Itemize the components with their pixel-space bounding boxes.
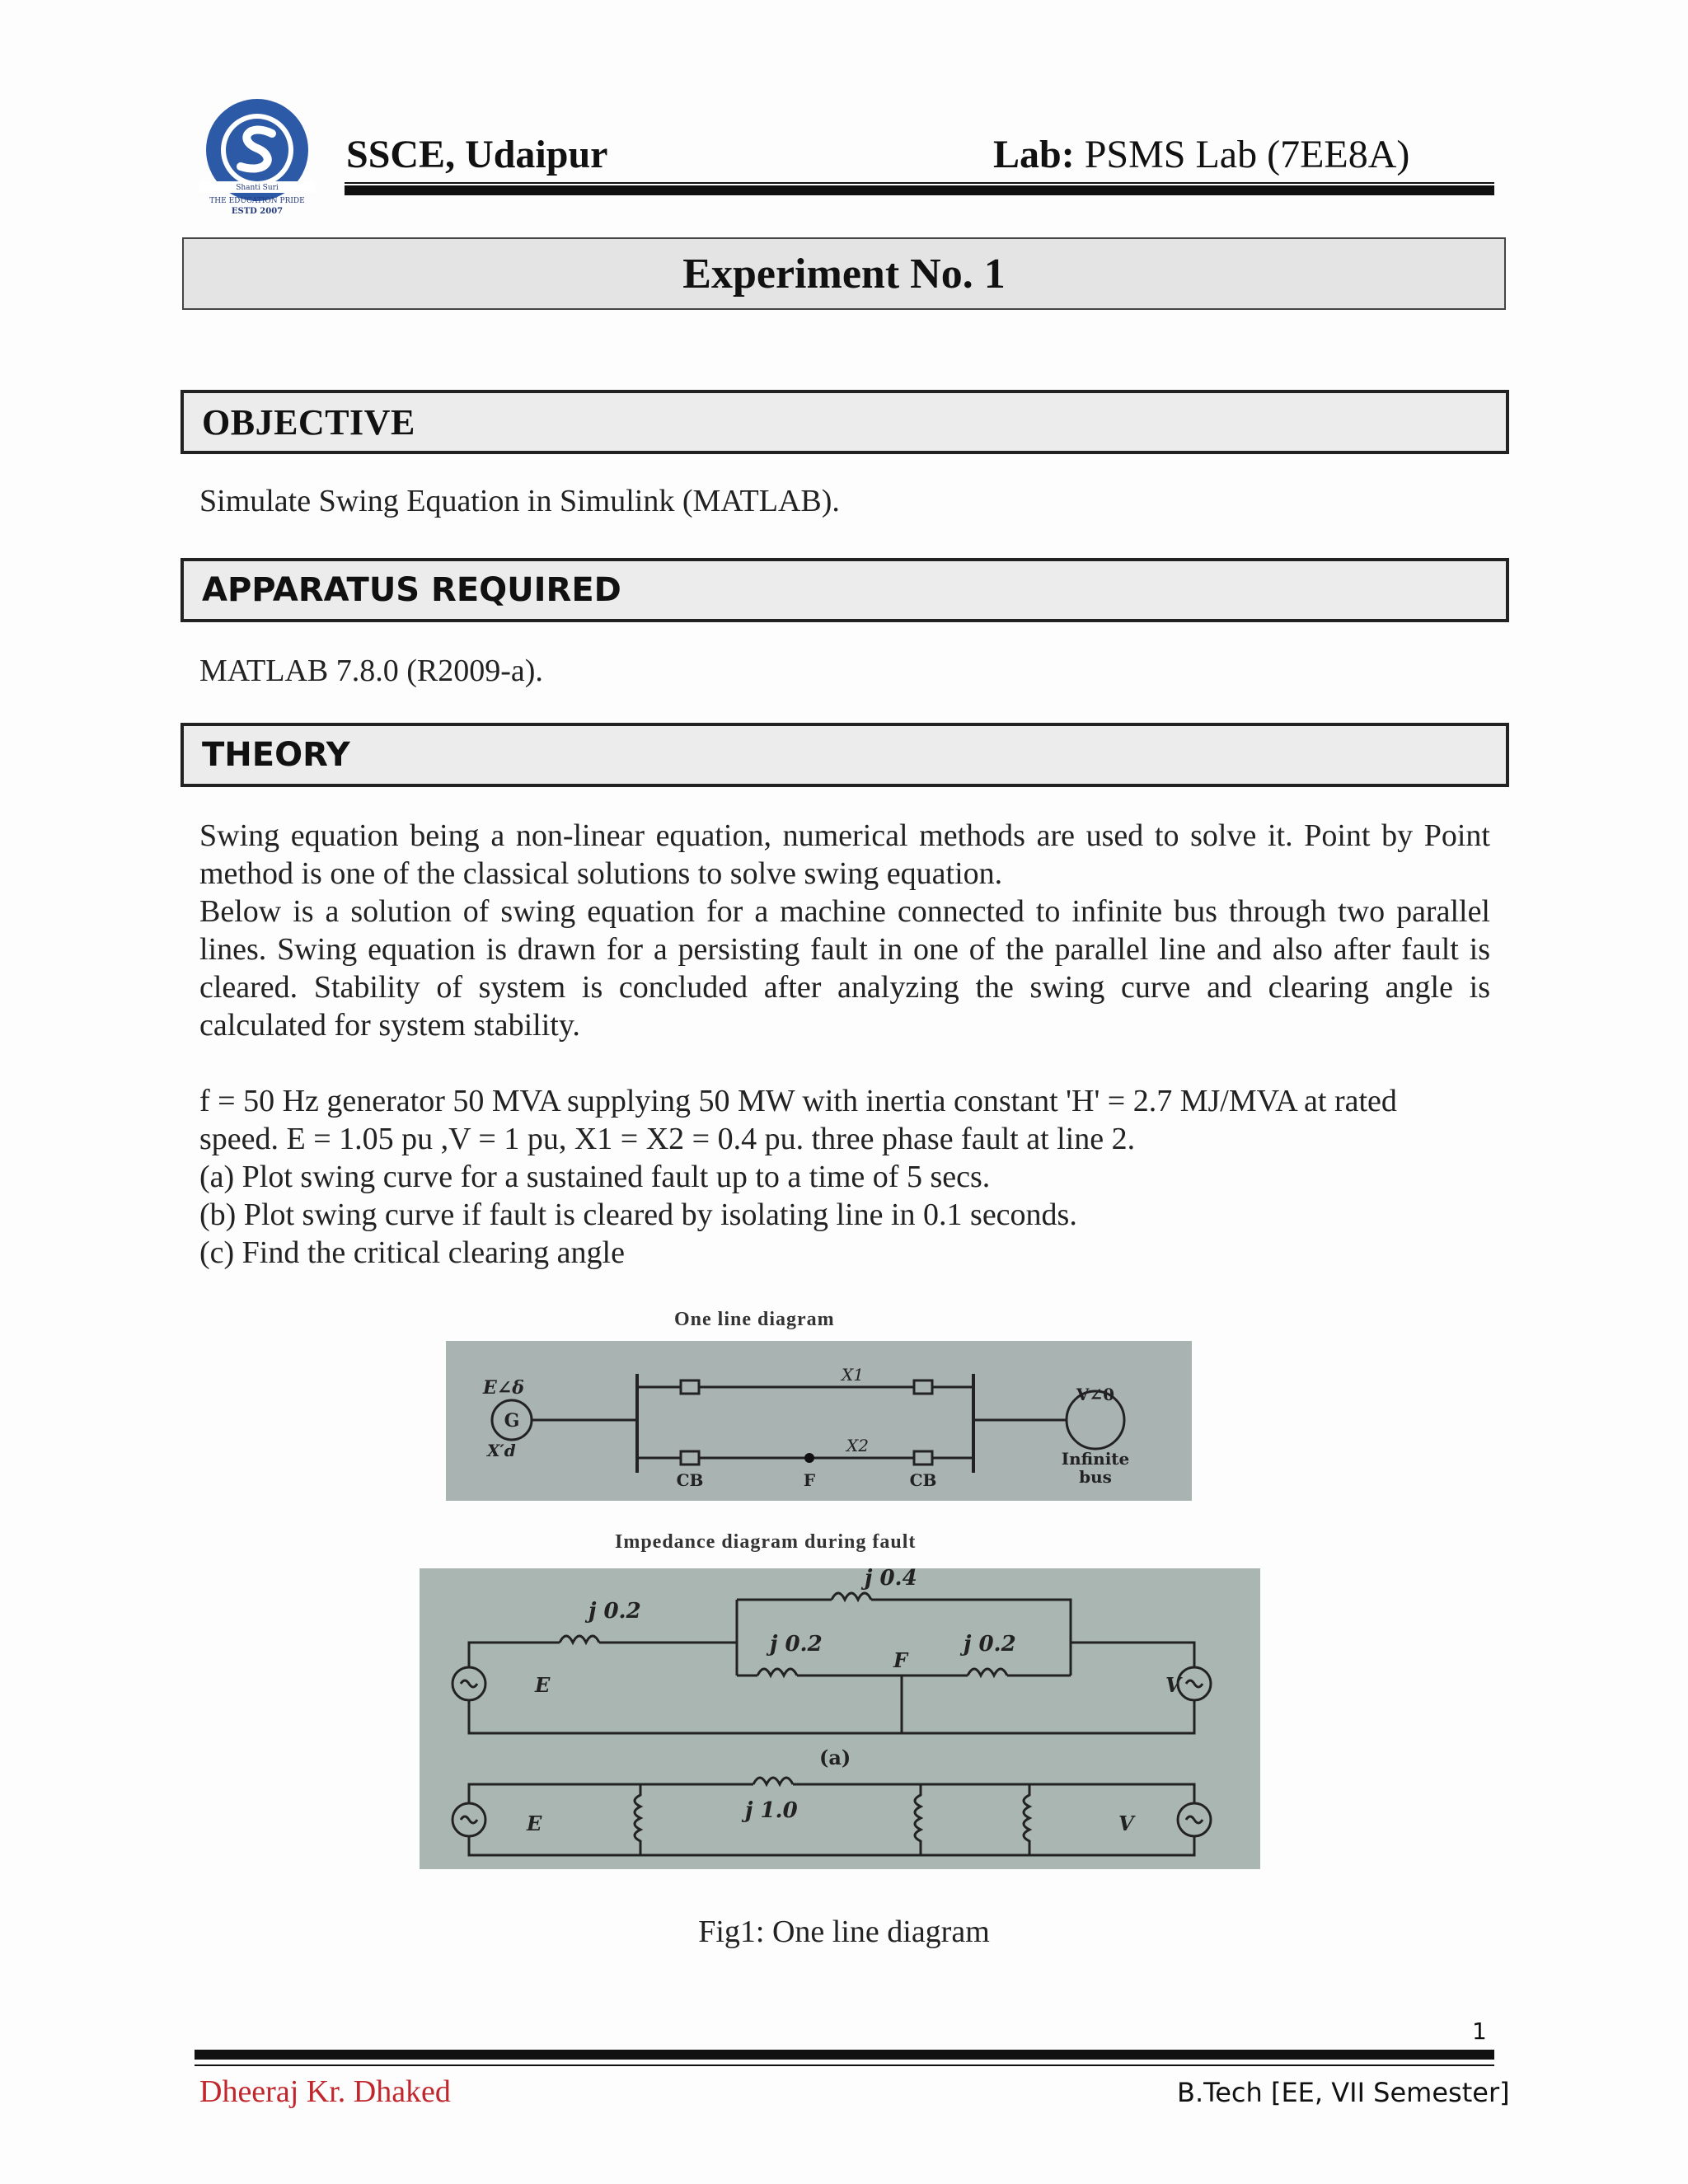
objective-heading: OBJECTIVE [202,401,415,443]
problem-part-a: (a) Plot swing curve for a sustained fault up to a time of 5 secs. [199,1160,991,1194]
theory-paragraph-2: Below is a solution of swing equation for a machine connected to infinite bus through two parallel lines. Swing equation is drawn for a persisting fault in one of the parallel line and also after fault is cleared. Stability of system is concluded after analyzing the swing curve and clearing angle is calculated for system stability. [199,894,1490,1043]
infinite-label: Infinite [1061,1449,1130,1469]
apparatus-heading: APPARATUS REQUIRED [202,571,621,609]
logo-estd: ESTD 2007 [231,207,284,216]
experiment-title: Experiment No. 1 [682,250,1006,298]
bus-voltage-label: V∠0 [1076,1385,1115,1404]
oneline-diagram [446,1341,1192,1501]
header-rule-thin [345,182,1494,184]
fault-label: F [803,1470,816,1490]
problem-line-2: speed. E = 1.05 pu ,V = 1 pu, X1 = X2 = 0.4 pu. three phase fault at line 2. [199,1122,1136,1156]
bus-label: bus [1079,1467,1112,1487]
footer-rule [195,2050,1494,2060]
x2-label: X2 [846,1436,869,1455]
problem-line-1: f = 50 Hz generator 50 MVA supplying 50 MW with inertia constant 'H' = 2.7 MJ/MVA at rated [199,1084,1397,1118]
cb-left-label: CB [676,1470,704,1490]
logo-name: Shanti Suri [236,184,279,192]
impedance-v2-label: V [1118,1811,1134,1835]
x1-label: X1 [842,1365,864,1385]
lab-value: PSMS Lab (7EE8A) [1084,133,1410,176]
objective-text: Simulate Swing Equation in Simulink (MATLAB). [199,484,840,518]
oneline-diagram-title: One line diagram [674,1309,835,1330]
objective-heading-box [181,390,1509,454]
cb-right-label: CB [909,1470,937,1490]
lab-label: Lab: [993,133,1075,176]
college-name: SSCE, Udaipur [346,133,608,176]
generator-label: G [504,1410,520,1432]
footer-rule-thin [195,2064,1494,2066]
impedance-j02-left: j 0.2 [588,1599,641,1624]
apparatus-heading-box [181,558,1509,622]
problem-statement [199,1082,1518,1272]
impedance-j02-mid: j 0.2 [770,1632,823,1657]
header-rule [345,185,1494,195]
xd-label: X′d [487,1441,516,1460]
lab-title [993,132,1409,177]
impedance-diagram-title: Impedance diagram during fault [615,1531,917,1553]
problem-part-b: (b) Plot swing curve if fault is cleared by isolating line in 0.1 seconds. [199,1197,1077,1232]
impedance-j02-right: j 0.2 [964,1632,1016,1657]
impedance-e-label: E [535,1673,551,1697]
impedance-v-label: V [1165,1673,1181,1697]
theory-heading-box [181,723,1509,787]
impedance-j04: j 0.4 [865,1568,917,1591]
circuit-a-label: (a) [819,1746,851,1769]
course-info: B.Tech [EE, VII Semester] [1177,2077,1510,2108]
impedance-j10: j 1.0 [745,1798,798,1823]
theory-heading: THEORY [202,736,350,774]
impedance-e2-label: E [527,1811,542,1835]
figure-caption: Fig1: One line diagram [698,1915,990,1949]
experiment-title-box [182,237,1506,310]
impedance-fault-label: F [893,1648,908,1672]
emf-label: E∠δ [483,1377,524,1399]
page-number: 1 [1472,2018,1487,2045]
apparatus-text: MATLAB 7.8.0 (R2009-a). [199,654,543,688]
college-logo [191,97,323,229]
author-name: Dheeraj Kr. Dhaked [199,2074,451,2109]
theory-paragraph-1: Swing equation being a non-linear equation, numerical methods are used to solve it. Point by Point method is one of the classical solutions to solve swing equation. [199,818,1490,891]
theory-text [199,817,1490,1044]
problem-part-c: (c) Find the critical clearing angle [199,1235,625,1270]
logo-tagline: THE EDUCATION PRIDE [209,197,305,205]
impedance-diagram [420,1568,1260,1869]
